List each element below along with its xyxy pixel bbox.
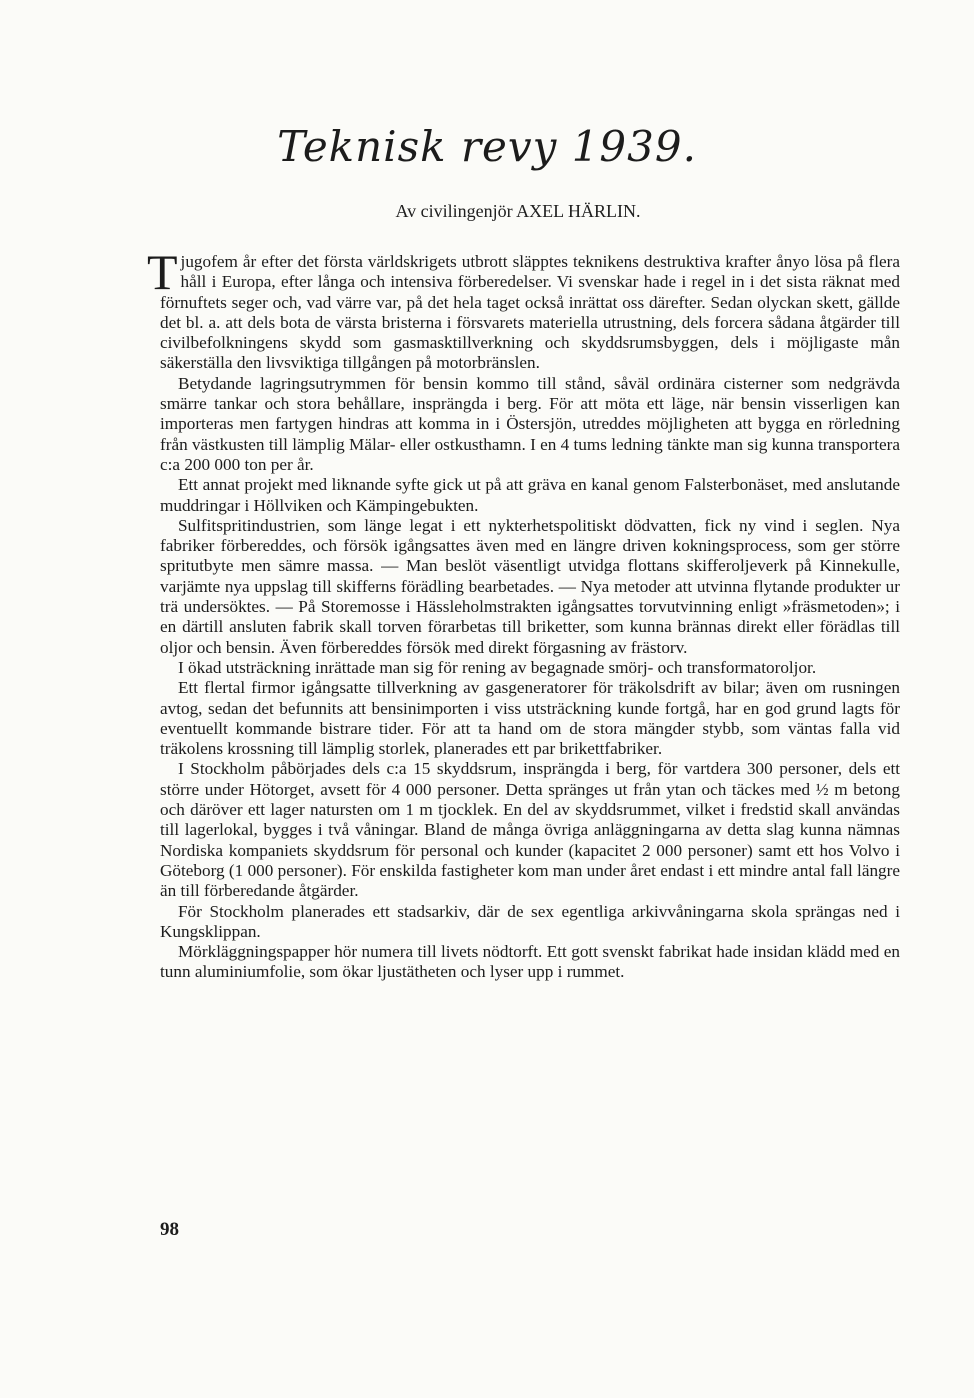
article-title: Teknisk revy 1939. [277,122,697,171]
paragraph-6: Ett flertal firmor igångsatte tillverkning av gasgeneratorer för träkolsdrift av bilar; även om rusningen avtog, sedan det befunnits att bensinimporten i viss utsträckning kunde fortgå, har en god grund lagts för eventuellt kommande bistrare tider. För att ta hand om de stora mängder stybb, som väntas falla vid träkolens krossning till lämplig storlek, planerades ett par brikettfabriker. [160,678,900,759]
paragraph-1 [147,244,900,374]
paragraph-5: I ökad utsträckning inrättade man sig för rening av begagnade smörj- och transformatoroljor. [178,657,817,677]
paragraph-8: För Stockholm planerades ett stadsarkiv, där de sex egentliga arkivvåningarna skola sprängas ned i Kungsklippan. [160,901,900,941]
paragraph-7: I Stockholm påbörjades dels c:a 15 skyddsrum, insprängda i berg, för vartdera 300 personer, dels ett större under Hötorget, avsett för 4 000 personer. Detta spränges ut från ytan och täckes med ½ m betong och däröver ett lager natursten om 1 m tjocklek. En del av skyddsrummet, vilket i fredstid skall användas till lagerlokal, bygges i två våningar. Bland de många övriga anläggningarna av detta slag kunna nämnas Nordiska kompaniets skyddsrum för personal och kunder (kapacitet 2 000 personer) samt ett hos Volvo i Göteborg (1 000 personer). För enskilda fastigheter kom man under året endast i ett mindre antal fall längre än till förberedande åtgärder. [160,759,900,901]
article-byline: Av civilingenjör AXEL HÄRLIN. [395,201,641,221]
paragraph-3: Ett annat projekt med liknande syfte gick ut på att gräva en kanal genom Falsterbonäset, med anslutande muddringar i Höllviken och Kämpingebukten. [160,475,900,515]
paragraph-2: Betydande lagringsutrymmen för bensin kommo till stånd, såväl ordinära cisterner som nedgrävda smärre tankar och stora behållare, insprängda i berg. För att möta ett läge, när bensin visserligen kan importeras men fartygen hindras att komma in i Östersjön, utreddes möjligheten att bygga en rörledning från västkusten till lämplig Mälar- eller ostkusthamn. I en 4 tums ledning tänkte man sig kunna transportera c:a 200 000 ton per år. [160,373,900,474]
paragraph-4: Sulfitspritindustrien, som länge legat i ett nykterhetspolitiskt dödvatten, fick ny vind i seglen. Nya fabriker förbereddes, och försök igångsattes även med en längre driven kokningsprocess, som ger större spritutbyte men sämre massa. — Man beslöt väsentligt utvidga flottans skifferoljeverk på Kinnekulle, varjämte nya uppslag till skifferns förädling bearbetades. — Nya metoder att utvinna flytande produkter ur trä undersöktes. — På Storemosse i Hässleholmstrakten igångsattes torvutvinning enligt »fräsmetoden»; i en därtill ansluten fabrik skall torven förarbetas till briketter, som kunna brännas direkt eller förädlas till oljor och bensin. Även förbereddes försök med direkt förgasning av frästorv. [160,515,900,657]
paragraph-text: jugofem år efter det första världskrigets utbrott släpptes teknikens destruktiva krafter ånyo lösa på flera håll i Europa, efter långa och intensiva förberedelser. Vi svenskar hade i regel in i det sista räknat med förnuftets seger och, vad värre var, på det hela taget också inrättat oss därefter. Sedan olyckan skett, gällde det bl. a. att dels bota de värsta bristerna i försvarets materiella utrustning, dels forcera sådana åtgärder till civilbefolkningens skydd som gasmasktillverkning och skyddsrumsbyggen, dels i möjligaste mån säkerställa den livsviktiga tillgången på motorbränslen. [160,252,900,373]
page-number: 98 [160,1219,179,1240]
paragraph-9: Mörkläggningspapper hör numera till livets nödtorft. Ett gott svenskt fabrikat hade insidan klädd med en tunn aluminiumfolie, som ökar ljustätheten och lyser upp i rummet. [160,942,900,982]
article-body [147,244,900,983]
drop-cap: T [147,244,178,300]
